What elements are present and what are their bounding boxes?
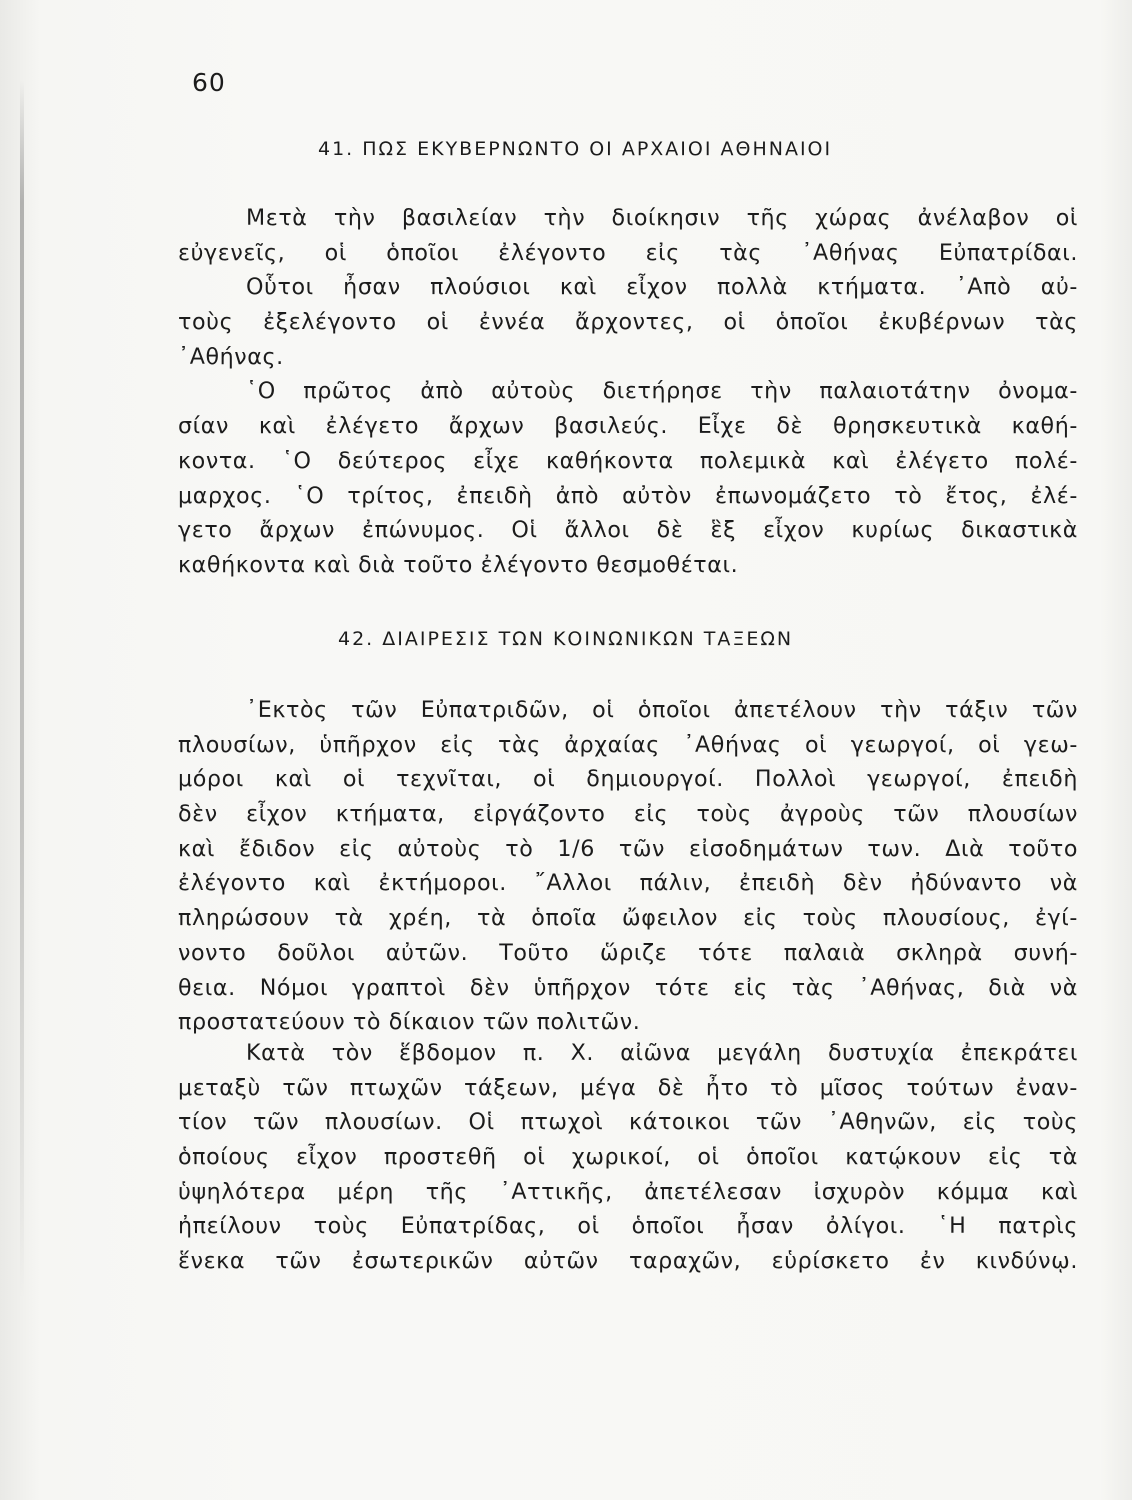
text-line: μόροι καὶ οἱ τεχνῖται, οἱ δημιουργοί. Πολλοὶ γεωργοί, ἐπειδὴ — [178, 766, 1078, 793]
section-42-body — [178, 693, 1078, 1040]
text-line: πλουσίων, ὑπῆρχον εἰς τὰς ἀρχαίας ᾿Αθήνας οἱ γεωργοί, οἱ γεω- — [178, 731, 1078, 758]
text-line: ἕνεκα τῶν ἐσωτερικῶν αὐτῶν ταραχῶν, εὑρίσκετο ἐν κινδύνῳ. — [178, 1248, 1078, 1275]
text-line: Κατὰ τὸν ἕβδομον π. Χ. αἰῶνα μεγάλη δυστυχία ἐπεκράτει — [246, 1040, 1078, 1066]
text-line: ᾿Αθήνας. — [178, 343, 284, 370]
binding-shadow — [20, 80, 24, 1300]
text-line: τίον τῶν πλουσίων. Οἱ πτωχοὶ κάτοικοι τῶν ᾿Αθηνῶν, εἰς τοὺς — [178, 1109, 1078, 1136]
text-line: δὲν εἶχον κτήματα, εἰργάζοντο εἰς τοὺς ἀγροὺς τῶν πλουσίων — [178, 801, 1078, 828]
text-line: εὐγενεῖς, οἱ ὁποῖοι ἐλέγοντο εἰς τὰς ᾿Αθήνας Εὐπατρίδαι. — [178, 239, 1078, 266]
text-line: σίαν καὶ ἐλέγετο ἄρχων βασιλεύς. Εἶχε δὲ θρησκευτικὰ καθή- — [178, 413, 1078, 440]
text-line: καὶ ἔδιδον εἰς αὐτοὺς τὸ 1/6 τῶν εἰσοδημάτων των. Διὰ τοῦτο — [178, 835, 1078, 862]
text-line: ῾Ο πρῶτος ἀπὸ αὐτοὺς διετήρησε τὴν παλαιοτάτην ὀνομα- — [246, 378, 1078, 405]
text-line: Οὗτοι ἦσαν πλούσιοι καὶ εἶχον πολλὰ κτήματα. ᾿Απὸ αὐ- — [246, 274, 1078, 301]
text-line: μαρχος. ῾Ο τρίτος, ἐπειδὴ ἀπὸ αὐτὸν ἐπωνομάζετο τὸ ἔτος, ἐλέ- — [178, 482, 1078, 509]
text-line: Μετὰ τὴν βασιλείαν τὴν διοίκησιν τῆς χώρας ἀνέλαβον οἱ — [246, 205, 1078, 231]
text-line: ἠπείλουν τοὺς Εὐπατρίδας, οἱ ὁποῖοι ἦσαν ὀλίγοι. ῾Η πατρὶς — [178, 1213, 1078, 1240]
text-line: ᾿Εκτὸς τῶν Εὐπατριδῶν, οἱ ὁποῖοι ἀπετέλουν τὴν τάξιν τῶν — [246, 697, 1078, 723]
text-line: νοντο δοῦλοι αὐτῶν. Τοῦτο ὥριζε τότε παλαιὰ σκληρὰ συνή- — [178, 939, 1078, 966]
text-line: πληρώσουν τὰ χρέη, τὰ ὁποῖα ὤφειλον εἰς τοὺς πλουσίους, ἐγί- — [178, 905, 1078, 932]
text-line: ἐλέγοντο καὶ ἐκτήμοροι. ῎Αλλοι πάλιν, ἐπειδὴ δὲν ἠδύναντο νὰ — [178, 870, 1078, 897]
text-line: θεια. Νόμοι γραπτοὶ δὲν ὑπῆρχον τότε εἰς τὰς ᾿Αθήνας, διὰ νὰ — [178, 974, 1078, 1001]
text-line: τοὺς ἐξελέγοντο οἱ ἐννέα ἄρχοντες, οἱ ὁποῖοι ἐκυβέρνων τὰς — [178, 309, 1078, 336]
section-41-body — [178, 201, 1078, 583]
text-line: προστατεύουν τὸ δίκαιον τῶν πολιτῶν. — [178, 1009, 641, 1036]
text-line: καθήκοντα καὶ διὰ τοῦτο ἐλέγοντο θεσμοθέται. — [178, 551, 739, 578]
text-line: ὁποίους εἶχον προστεθῆ οἱ χωρικοί, οἱ ὁποῖοι κατῴκουν εἰς τὰ — [178, 1144, 1078, 1171]
text-line: μεταξὺ τῶν πτωχῶν τάξεων, μέγα δὲ ἦτο τὸ μῖσος τούτων ἐναν- — [178, 1074, 1078, 1101]
page-number: 60 — [192, 68, 226, 97]
section-heading-41: 41. ΠΩΣ ΕΚΥΒΕΡΝΩΝΤΟ ΟΙ ΑΡΧΑΙΟΙ ΑΘΗΝΑΙΟΙ — [318, 138, 833, 160]
text-line: κοντα. ῾Ο δεύτερος εἶχε καθήκοντα πολεμικὰ καὶ ἐλέγετο πολέ- — [178, 447, 1078, 474]
text-line: ὑψηλότερα μέρη τῆς ᾿Αττικῆς, ἀπετέλεσαν ἰσχυρὸν κόμμα καὶ — [178, 1178, 1078, 1205]
section-42-body-continued — [178, 1036, 1078, 1279]
text-line: γετο ἄρχων ἐπώνυμος. Οἱ ἄλλοι δὲ ἓξ εἶχον κυρίως δικαστικὰ — [178, 517, 1078, 544]
section-heading-42: 42. ΔΙΑΙΡΕΣΙΣ ΤΩΝ ΚΟΙΝΩΝΙΚΩΝ ΤΑΞΕΩΝ — [338, 628, 794, 650]
